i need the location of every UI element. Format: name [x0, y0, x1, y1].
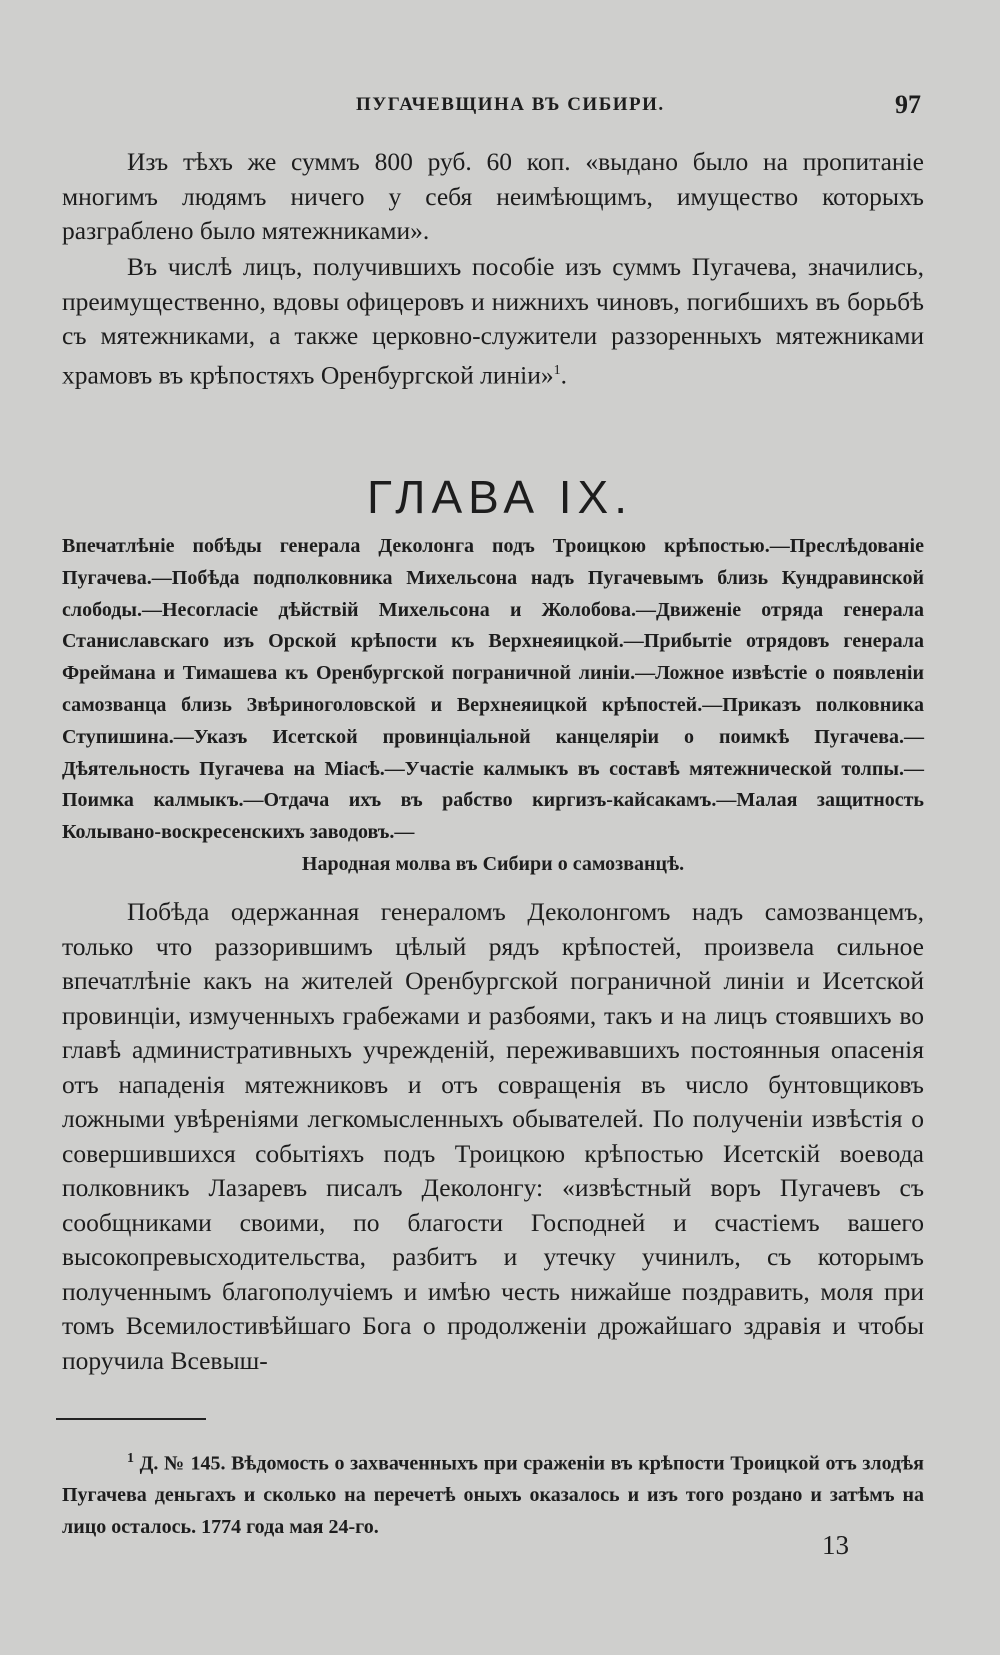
page-number: 97 — [895, 90, 921, 119]
chapter-heading: ГЛАВА IX. — [366, 471, 634, 523]
paragraph-2-body: Въ числѣ лицъ, получившихъ пособіе изъ суммъ Пугачева, значились, преимущественно, вдовы офицеровъ и нижнихъ чиновъ, погибшихъ въ борьбѣ съ мятежниками, а также церковно-служители раззоренныхъ мятежниками храмовъ въ крѣпостяхъ Оренбургской линіи» — [62, 252, 924, 389]
footnote-divider — [56, 1418, 206, 1420]
footnote-text: Д. № 145. Вѣдомость о захваченныхъ при сраженіи въ крѣпости Троицкой отъ злодѣя Пугачева деньгахъ и сколько на перечетѣ оныхъ оказалось и изъ того роздано и затѣмъ на лицо осталось. 1774 года мая 24-го. — [62, 1452, 924, 1538]
paragraph-2-end: . — [560, 360, 567, 389]
chapter-synopsis-last-line: Народная молва въ Сибири о самозванцѣ. — [301, 852, 685, 875]
paragraph-3-text: Побѣда одержанная генераломъ Деколонгомъ надъ самозванцемъ, только что раззорившимъ цѣлый рядъ крѣпостей, произвела сильное впечатлѣніе какъ на жителей Оренбургской пограничной линіи и Исетской провинціи, измученныхъ грабежами и разбоями, такъ и на лицъ стоявшихъ во главѣ административныхъ учрежденій, переживавшихъ постоянныя опасенія отъ нападенія мятежниковъ и отъ совращенія въ число бунтовщиковъ ложными увѣреніями легкомысленныхъ обывателей. По полученіи извѣстія о совершившихся событіяхъ подъ Троицкою крѣпостью Исетскій воевода полковникъ Лазаревъ писалъ Деколонгу: «извѣстный воръ Пугачевъ съ сообщниками своими, по благости Господней и счастіемъ вашего высокопревысходительства, разбитъ и утечку учинилъ, съ которымъ полученнымъ благополучіемъ и имѣю честь нижайше поздравить, моля при томъ Всемилостивѣйшаго Бога о продолженіи дрожайшаго здравія и чтобы поручила Всевыш- — [62, 897, 924, 1375]
signature-mark: 13 — [822, 1530, 849, 1560]
running-title: ПУГАЧЕВЩИНА ВЪ СИБИРИ. — [356, 94, 665, 115]
paragraph-1 — [62, 145, 924, 249]
footnote — [62, 1443, 924, 1543]
footnote-reference: 1 — [553, 362, 561, 378]
paragraph-2-text — [62, 250, 924, 393]
paragraph-1-text: Изъ тѣхъ же суммъ 800 руб. 60 коп. «выдано было на пропитаніе многимъ людямъ ничего у себя неимѣющимъ, имущество которыхъ разграблено было мятежниками». — [62, 147, 924, 245]
chapter-synopsis — [62, 531, 924, 881]
footnote-marker: 1 — [127, 1451, 134, 1466]
paragraph-2 — [62, 250, 924, 393]
chapter-synopsis-text: Впечатлѣніе побѣды генерала Деколонга подъ Троицкою крѣпостью.—Преслѣдованіе Пугачева.—Побѣда подполковника Михельсона надъ Пугачевымъ близь Кундравинской слободы.—Несогласіе дѣйствій Михельсона и Жолобова.—Движеніе отряда генерала Станиславскаго изъ Орской крѣпости къ Верхнеяицкой.—Прибытіе отрядовъ генерала Фреймана и Тимашева къ Оренбургской пограничной линіи.—Ложное извѣстіе о появленіи самозванца близь Звѣриноголовской и Верхнеяицкой крѣпостей.—Приказъ полковника Ступишина.—Указъ Исетской провинціальной канцеляріи о поимкѣ Пугачева.—Дѣятельность Пугачева на Міасѣ.—Участіе калмыкъ въ составѣ мятежнической толпы.—Поимка калмыкъ.—Отдача ихъ въ рабство киргизъ-кайсакамъ.—Малая защитность Колывано-воскресенскихъ заводовъ.— — [62, 535, 924, 844]
paragraph-3 — [62, 895, 924, 1378]
